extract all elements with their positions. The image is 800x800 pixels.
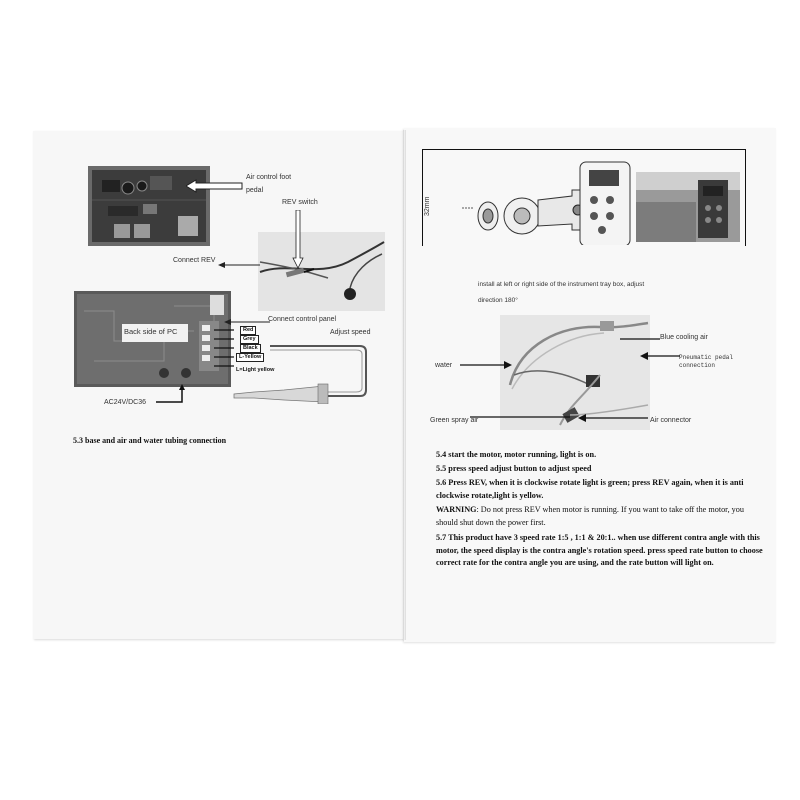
rev-switch-image <box>258 232 385 311</box>
label-ac-power: AC24V/DC36 <box>104 399 147 406</box>
warning-text: : Do not press REV when motor is running. If you want to take off the motor, you should shut down the power first. <box>436 505 744 527</box>
label-pneumatic-pedal-1: Pneumatic pedal <box>679 354 734 361</box>
step-5-4: 5.4 start the motor, motor running, light is on. <box>436 450 597 459</box>
label-connect-control-panel: Connect control panel <box>268 316 337 323</box>
label-connect-rev: Connect REV <box>173 257 216 264</box>
pc-backside-photo <box>74 291 231 387</box>
label-blue-cooling-air: Blue cooling air <box>660 334 708 341</box>
arrow-pneumatic-pedal <box>640 350 682 362</box>
wire-tag-red: Red <box>240 326 256 335</box>
arrow-to-rev-switch <box>292 210 304 270</box>
label-pneumatic-pedal-2: connection <box>679 362 716 369</box>
arrow-blue-cooling-air <box>620 336 662 342</box>
wire-tag-black: Black <box>240 344 261 353</box>
caption-line-1: install at left or right side of the instrument tray box, adjust <box>478 281 645 288</box>
arrow-water <box>460 360 512 370</box>
step-5-6: 5.6 Press REV, when it is clockwise rotate light is green; press REV again, when it is anti clockwise rotate,light is yellow. <box>436 478 744 500</box>
arrow-green-spray-air <box>470 412 570 422</box>
label-air-control-foot-pedal-1: Air control foot <box>246 174 292 181</box>
label-back-side-of-pc: Back side of PC <box>124 327 178 336</box>
label-air-connector: Air connector <box>650 417 692 424</box>
label-water: water <box>435 362 453 369</box>
arrow-to-board <box>186 178 246 194</box>
warning-label: WARNING <box>436 505 477 514</box>
mounted-panel-photo <box>636 172 740 242</box>
label-l-light-yellow: L=Light yellow <box>236 367 275 373</box>
label-air-control-foot-pedal-2: pedal <box>246 187 264 194</box>
mount-drawing <box>440 160 640 245</box>
wire-tag-l-yellow: L-Yellow <box>236 353 264 362</box>
arrow-air-connector <box>578 413 648 423</box>
step-5-5: 5.5 press speed adjust button to adjust speed <box>436 464 592 473</box>
wire-tag-grey: Grey <box>240 335 259 344</box>
mounted-panel-image <box>636 172 740 242</box>
wiring-diagram <box>214 324 374 404</box>
step-5-7: 5.7 This product have 3 speed rate 1:5 , 1:1 & 20:1.. when use different contra angle with this motor, the speed display is the contra angle's rotation speed. press speed rate button to choose correct rate for the contra angle you are using, and the rate button will light on. <box>436 533 763 567</box>
rev-switch-photo <box>258 232 385 311</box>
label-rev-switch: REV switch <box>282 199 318 206</box>
arrow-ac-power <box>152 384 188 408</box>
label-adjust-speed: Adjust speed <box>330 329 371 336</box>
book-spine <box>403 130 406 640</box>
caption-line-2: direction 180° <box>478 297 518 304</box>
warning-paragraph <box>436 504 766 529</box>
label-dimension: 32mm <box>424 196 431 216</box>
section-heading-5-3: 5.3 base and air and water tubing connection <box>73 436 227 445</box>
arrow-connect-rev <box>218 261 260 269</box>
label-green-spray-air: Green spray air <box>430 417 479 424</box>
